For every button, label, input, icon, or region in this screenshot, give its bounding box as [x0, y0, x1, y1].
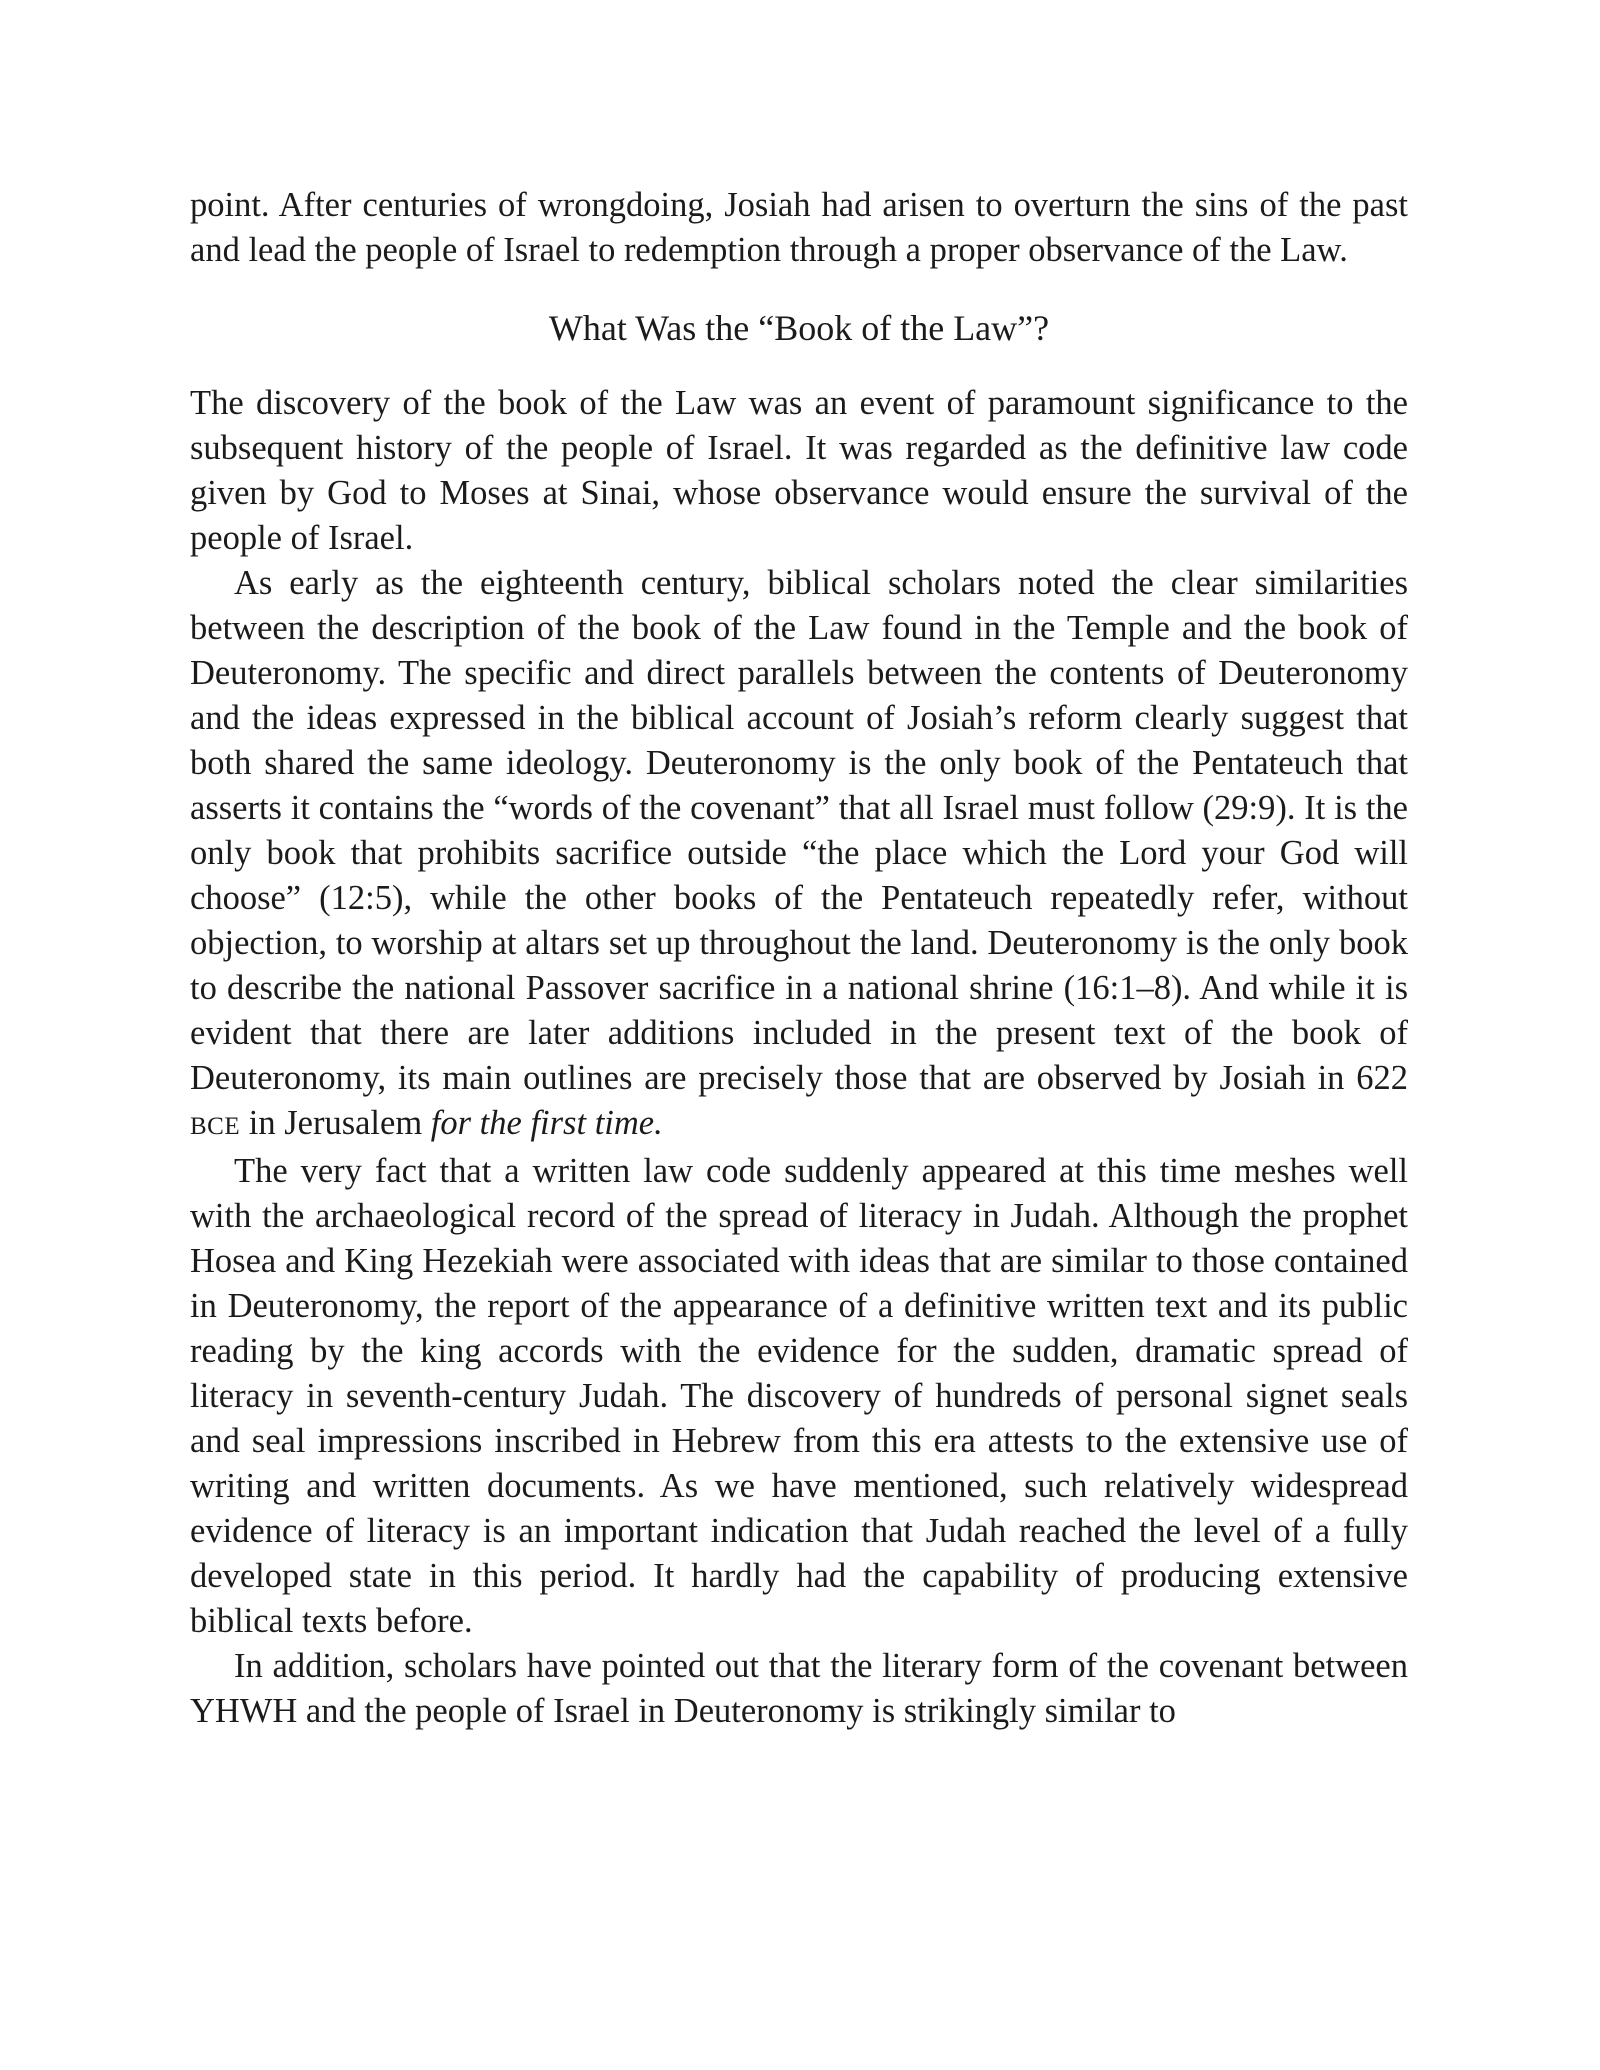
section-heading: What Was the “Book of the Law”?	[548, 308, 1050, 348]
paragraph-discovery: The discovery of the book of the Law was an event of paramount significance to the subsequent history of the people of Israel. It was regarded as the definitive law code given by God to Moses at Sinai, whose observance would ensure the survival of the people of Israel.	[190, 384, 1408, 557]
page-body	[190, 183, 1408, 1734]
paragraph-deuteronomy	[190, 561, 1408, 1149]
paragraph-deuteronomy-text: As early as the eighteenth century, biblical scholars noted the clear similarities between the description of the book of the Law found in the Temple and the book of Deuteronomy. The specific and direct parallels between the contents of Deuteronomy and the ideas expressed in the biblical account of Josiah’s reform clearly suggest that both shared the same ideology. Deuteronomy is the only book of the Pentateuch that asserts it contains the “words of the covenant” that all Israel must follow (29:9). It is the only book that prohibits sacrifice outside “the place which the Lord your God will choose” (12:5), while the other books of the Pentateuch repeatedly refer, without objection, to worship at altars set up throughout the land. Deuteronomy is the only book to describe the national Passover sacrifice in a national shrine (16:1–8). And while it is evident that there are later additions included in the present text of the book of Deuteronomy, its main outlines are precisely those that are observed by Josiah in 622	[190, 564, 1408, 1097]
paragraph-deuteronomy-text-cont: in Jerusalem	[240, 1104, 431, 1142]
era-abbreviation: BCE	[190, 1113, 241, 1140]
paragraph-literacy: The very fact that a written law code suddenly appeared at this time meshes well with the archaeological record of the spread of literacy in Judah. Although the prophet Hosea and King Hezekiah were associated with ideas that are similar to those contained in Deuteronomy, the report of the appearance of a definitive written text and its public reading by the king accords with the evidence for the sudden, dramatic spread of literacy in seventh-century Judah. The discovery of hundreds of personal signet seals and seal impressions inscribed in Hebrew from this era attests to the extensive use of writing and written documents. As we have mentioned, such relatively widespread evidence of literacy is an important indication that Judah reached the level of a fully developed state in this period. It hardly had the capability of producing extensive biblical texts before.	[190, 1152, 1408, 1640]
paragraph-covenant: In addition, scholars have pointed out that the literary form of the covenant between YHWH and the people of Israel in Deuteronomy is strikingly similar to	[190, 1647, 1408, 1730]
intro-paragraph: point. After centuries of wrongdoing, Josiah had arisen to overturn the sins of the past and lead the people of Israel to redemption through a proper observance of the Law.	[190, 186, 1408, 269]
italic-emphasis: for the first time.	[430, 1104, 663, 1142]
